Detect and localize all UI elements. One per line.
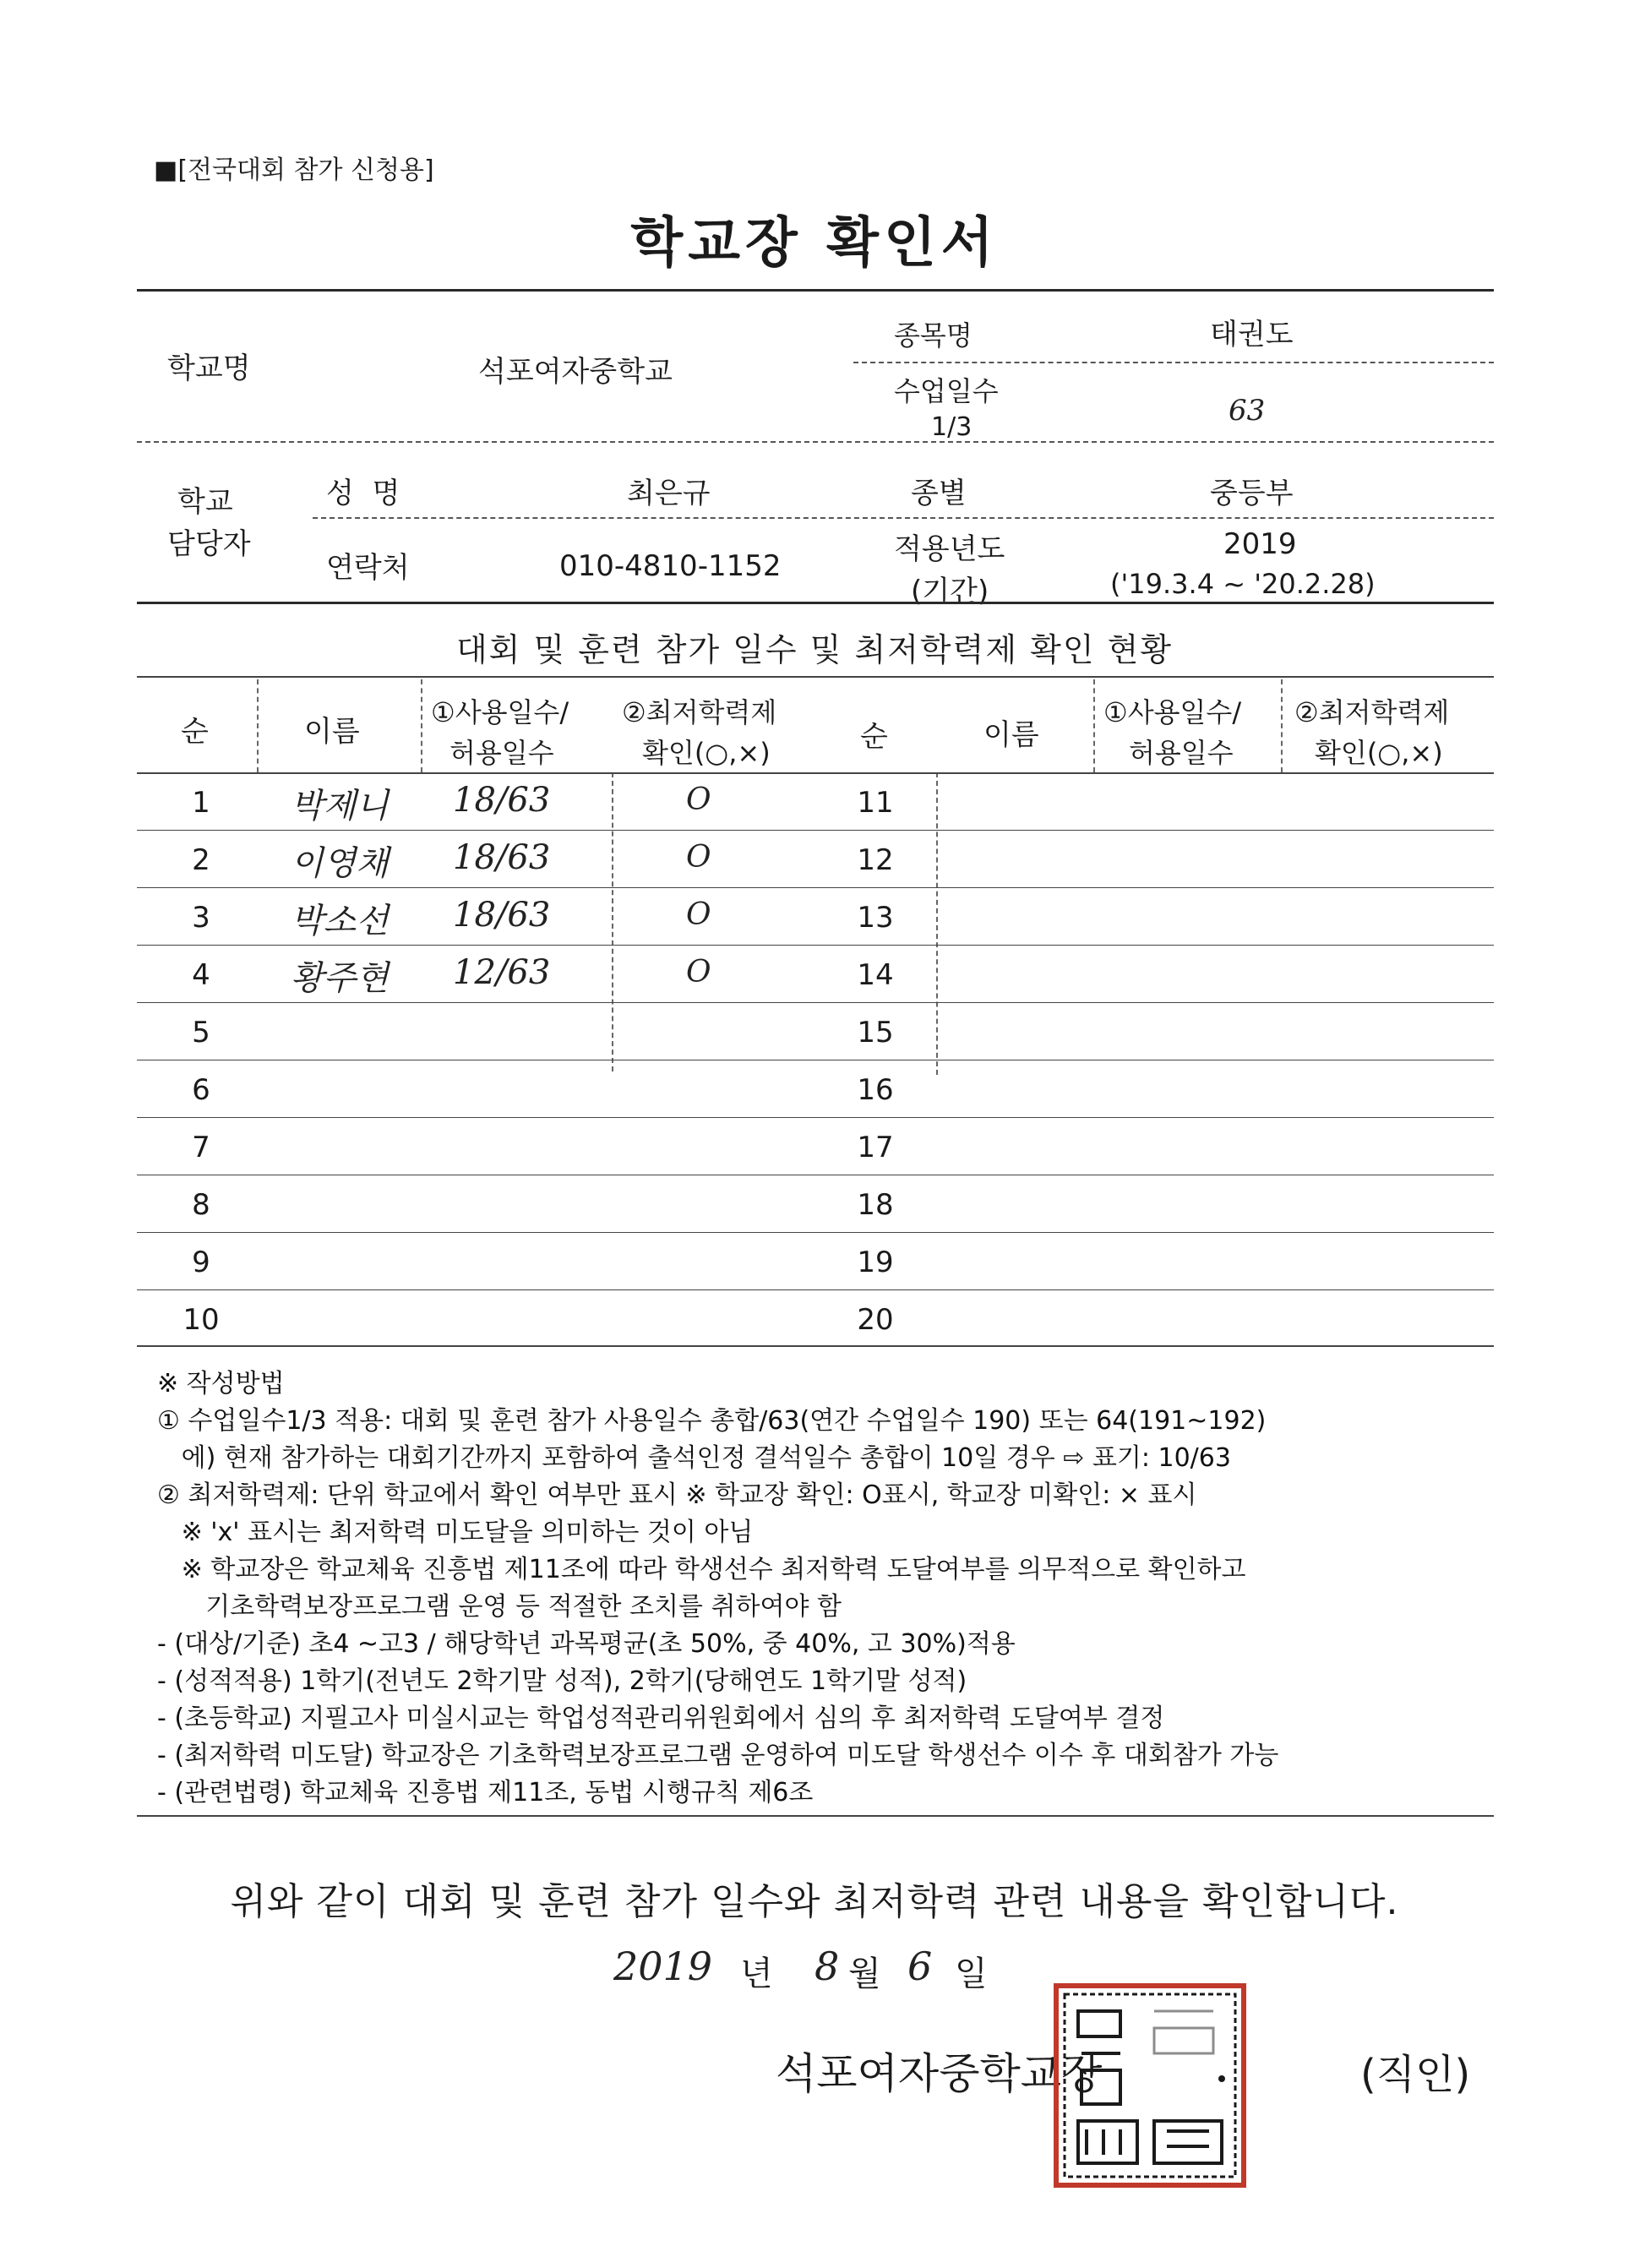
col-name: 이름 [983, 718, 1039, 752]
row-number: 19 [857, 1246, 894, 1279]
row-number: 4 [192, 958, 210, 992]
participant-days: 18/63 [453, 838, 551, 877]
participant-check: O [686, 955, 711, 990]
column-divider [1281, 679, 1283, 772]
days-fraction: 1/3 [931, 412, 972, 442]
column-divider [1093, 679, 1095, 772]
note-line: ① 수업일수1/3 적용: 대회 및 훈련 참가 사용일수 총합/63(연간 수업일수 190) 또는 64(191~192) [157, 1406, 1267, 1436]
note-line: ② 최저학력제: 단위 학교에서 확인 여부만 표시 ※ 학교장 확인: O표시, 학교장 미확인: × 표시 [157, 1480, 1197, 1510]
note-line: ※ 'x' 표시는 최저학력 미도달을 의미하는 것이 아님 [157, 1518, 754, 1547]
phone-value: 010-4810-1152 [559, 549, 782, 583]
event-value: 태권도 [1210, 318, 1294, 352]
note-line: - (대상/기준) 초4 ~고3 / 해당학년 과목평균(초 50%, 중 40%, 고 30%)적용 [157, 1629, 1016, 1659]
participant-check: O [686, 897, 711, 932]
days-label: 수업일수 [894, 375, 999, 407]
col-check: 확인(○,×) [1315, 737, 1443, 769]
date-month-unit: 월 [848, 1955, 881, 1993]
column-divider [257, 679, 259, 772]
date-year-unit: 년 [740, 1955, 773, 1993]
col-no: 순 [860, 720, 888, 754]
divider [137, 602, 1494, 604]
period-value: ('19.3.4 ~ '20.2.28) [1110, 568, 1376, 600]
row-divider [137, 1117, 1494, 1118]
note-line: ※ 학교장은 학교체육 진흥법 제11조에 따라 학생선수 최저학력 도달여부를 의무적으로 확인하고 [157, 1555, 1246, 1584]
seal-label: (직인) [1360, 2051, 1471, 2098]
note-line: 기초학력보장프로그램 운영 등 적절한 조치를 취하여야 함 [157, 1592, 842, 1622]
participant-days: 12/63 [453, 953, 551, 992]
year-value: 2019 [1223, 527, 1297, 561]
col-check: 확인(○,×) [642, 737, 771, 769]
row-number: 6 [192, 1073, 210, 1107]
days-value: 63 [1229, 394, 1266, 428]
row-number: 11 [857, 786, 894, 820]
date-day-unit: 일 [955, 1955, 988, 1993]
col-no: 순 [181, 715, 209, 749]
date-day: 6 [907, 1944, 933, 1989]
column-divider [421, 679, 422, 772]
col-days: 허용일수 [449, 737, 554, 769]
phone-label: 연락처 [326, 551, 410, 585]
year-label: 적용년도 [894, 532, 1005, 566]
col-days: ①사용일수/ [431, 696, 569, 728]
participant-days: 18/63 [453, 896, 551, 935]
col-name: 이름 [304, 715, 360, 749]
row-number: 7 [192, 1131, 210, 1164]
participant-days: 18/63 [453, 781, 551, 820]
participant-check: O [686, 840, 711, 875]
row-number: 15 [857, 1016, 894, 1049]
row-divider [137, 1289, 1494, 1290]
divider [137, 676, 1494, 678]
row-number: 2 [192, 843, 210, 877]
col-days: 허용일수 [1129, 737, 1234, 769]
contact-group-label: 학교 [177, 485, 233, 519]
row-number: 5 [192, 1016, 210, 1049]
row-number: 3 [192, 901, 210, 935]
note-line: - (관련법령) 학교체육 진흥법 제11조, 동법 시행규칙 제6조 [157, 1778, 814, 1807]
division-value: 중등부 [1210, 477, 1294, 510]
participant-name: 박제니 [291, 787, 389, 826]
col-check: ②최저학력제 [622, 696, 777, 728]
division-label: 종별 [911, 477, 967, 510]
divider [137, 1345, 1494, 1347]
row-number: 10 [183, 1303, 220, 1337]
row-divider [137, 1232, 1494, 1233]
row-number: 1 [192, 786, 210, 820]
column-divider [936, 772, 938, 1075]
row-number: 18 [857, 1188, 894, 1222]
row-number: 8 [192, 1188, 210, 1222]
participant-check: O [686, 782, 711, 817]
principal-name: 석포여자중학교장 [776, 2049, 1103, 2098]
divider [137, 772, 1494, 774]
section-title: 대회 및 훈련 참가 일수 및 최저학력제 확인 현황 [455, 631, 1174, 668]
note-line: 에) 현재 참가하는 대회기간까지 포함하여 출석인정 결석일수 총합이 10일 경우 ⇨ 표기: 10/63 [157, 1443, 1231, 1473]
contact-group-label: 담당자 [167, 527, 251, 561]
note-line: - (성적적용) 1학기(전년도 2학기말 성적), 2학기(당해연도 1학기말 성적) [157, 1666, 967, 1696]
participant-name: 박소선 [291, 902, 389, 940]
row-divider [137, 945, 1494, 946]
name-label: 성 명 [326, 477, 400, 510]
row-number: 13 [857, 901, 894, 935]
year-label: (기간) [911, 575, 989, 608]
note-line: - (최저학력 미도달) 학교장은 기초학력보장프로그램 운영하여 미도달 학생선수 이수 후 대회참가 가능 [157, 1741, 1279, 1770]
official-seal-icon [1044, 1977, 1256, 2197]
column-divider [612, 772, 613, 1071]
divider [137, 289, 1494, 292]
row-divider [137, 1002, 1494, 1003]
note-line: - (초등학교) 지필고사 미실시교는 학업성적관리위원회에서 심의 후 최저학력 도달여부 결정 [157, 1704, 1165, 1733]
row-number: 14 [857, 958, 894, 992]
form-tag: ■[전국대회 참가 신청용] [154, 155, 434, 185]
date-year: 2019 [613, 1944, 713, 1989]
col-days: ①사용일수/ [1103, 696, 1242, 728]
date-month: 8 [814, 1944, 840, 1989]
participant-name: 황주현 [291, 959, 389, 998]
note-line: ※ 작성방법 [157, 1369, 285, 1398]
row-number: 9 [192, 1246, 210, 1279]
participant-name: 이영채 [291, 844, 389, 883]
page-title: 학교장 확인서 [630, 212, 999, 275]
school-label: 학교명 [167, 352, 251, 385]
row-number: 16 [857, 1073, 894, 1107]
divider [313, 517, 1494, 519]
event-label: 종목명 [894, 319, 972, 352]
confirm-text: 위와 같이 대회 및 훈련 참가 일수와 최저학력 관련 내용을 확인합니다. [230, 1880, 1399, 1923]
divider [137, 441, 1494, 443]
school-value: 석포여자중학교 [478, 355, 673, 389]
col-check: ②최저학력제 [1294, 696, 1450, 728]
row-number: 20 [857, 1303, 894, 1337]
divider [137, 1815, 1494, 1817]
row-divider [137, 830, 1494, 831]
row-number: 17 [857, 1131, 894, 1164]
row-number: 12 [857, 843, 894, 877]
divider [853, 362, 1494, 363]
row-divider [137, 887, 1494, 888]
name-value: 최은규 [627, 477, 711, 510]
